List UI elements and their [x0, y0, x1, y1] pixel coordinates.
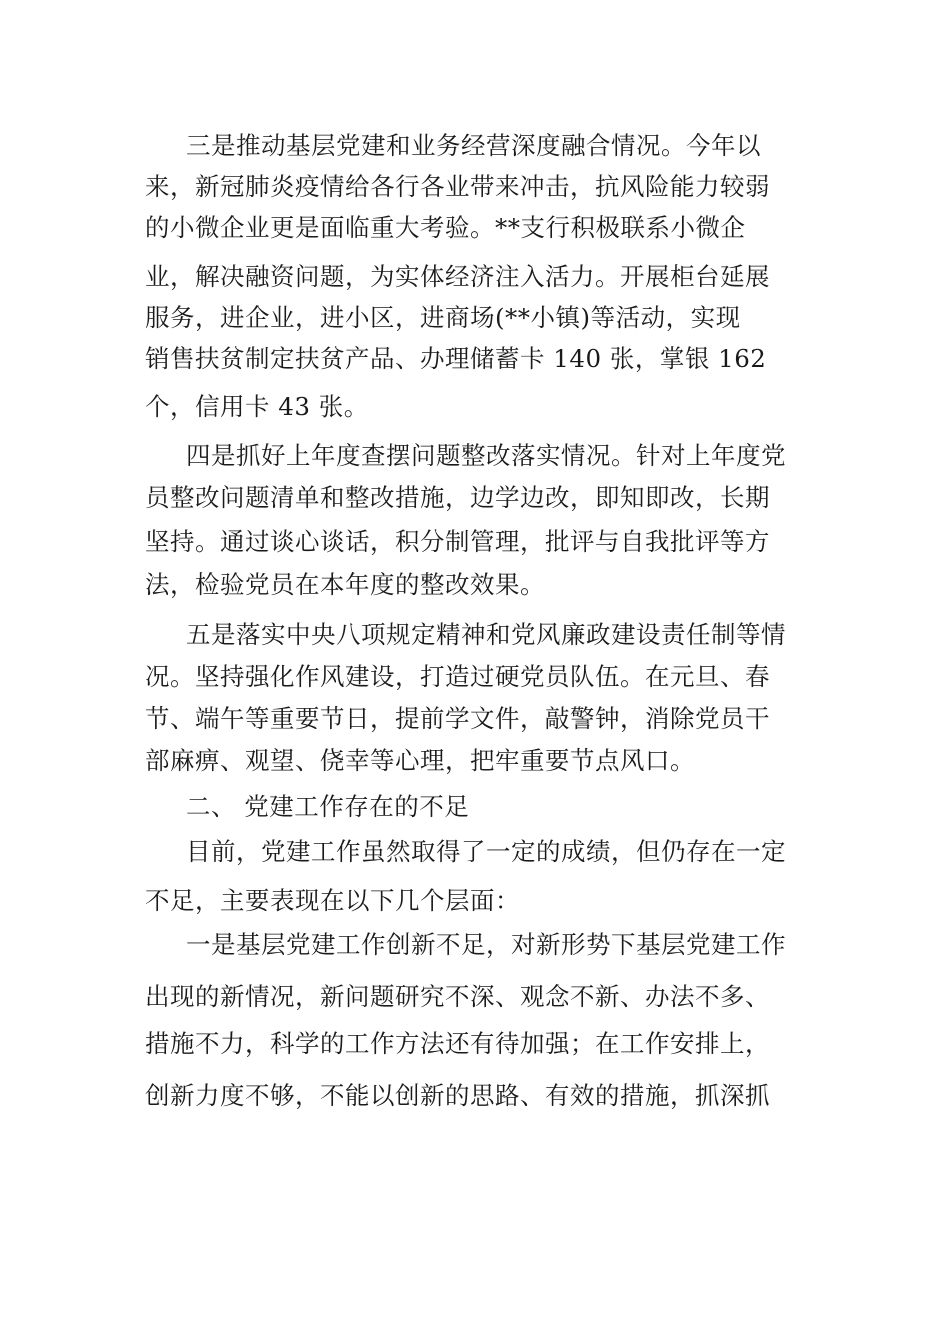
paragraph-3-line-3: 的小微企业更是面临重大考验。**支行积极联系小微企: [145, 213, 746, 242]
paragraph-4-line-2: 员整改问题清单和整改措施，边学边改，即知即改，长期: [145, 483, 770, 512]
paragraph-5-line-1: 五是落实中央八项规定精神和党风廉政建设责任制等情: [186, 620, 786, 649]
paragraph-3-line-1: 三是推动基层党建和业务经营深度融合情况。今年以: [186, 131, 761, 160]
paragraph-3-line-7: 个，信用卡 43 张。: [145, 392, 369, 421]
point-1-line-1: 一是基层党建工作创新不足，对新形势下基层党建工作: [186, 930, 786, 959]
paragraph-3-line-4: 业，解决融资问题，为实体经济注入活力。开展柜台延展: [145, 262, 770, 291]
paragraph-5-line-3: 节、端午等重要节日，提前学文件，敲警钟，消除党员干: [145, 704, 770, 733]
point-1-line-3: 措施不力，科学的工作方法还有待加强；在工作安排上，: [145, 1029, 770, 1058]
paragraph-3-line-2: 来，新冠肺炎疫情给各行各业带来冲击，抗风险能力较弱: [145, 172, 770, 201]
paragraph-4-line-3: 坚持。通过谈心谈话，积分制管理，批评与自我批评等方: [145, 527, 770, 556]
point-1-line-4: 创新力度不够，不能以创新的思路、有效的措施，抓深抓: [145, 1081, 770, 1110]
paragraph-4-line-4: 法，检验党员在本年度的整改效果。: [145, 570, 545, 599]
paragraph-5-line-4: 部麻痹、观望、侥幸等心理，把牢重要节点风口。: [145, 746, 695, 775]
paragraph-3-line-5: 服务，进企业，进小区，进商场(**小镇)等活动，实现: [145, 303, 741, 332]
section-heading: 二、 党建工作存在的不足: [186, 792, 470, 821]
paragraph-4-line-1: 四是抓好上年度查摆问题整改落实情况。针对上年度党: [186, 441, 786, 470]
intro-line-2: 不足，主要表现在以下几个层面：: [145, 886, 520, 915]
intro-line-1: 目前，党建工作虽然取得了一定的成绩，但仍存在一定: [186, 837, 786, 866]
point-1-line-2: 出现的新情况，新问题研究不深、观念不新、办法不多、: [145, 982, 770, 1011]
paragraph-5-line-2: 况。坚持强化作风建设，打造过硬党员队伍。在元旦、春: [145, 662, 770, 691]
paragraph-3-line-6: 销售扶贫制定扶贫产品、办理储蓄卡 140 张，掌银 162: [145, 344, 767, 373]
